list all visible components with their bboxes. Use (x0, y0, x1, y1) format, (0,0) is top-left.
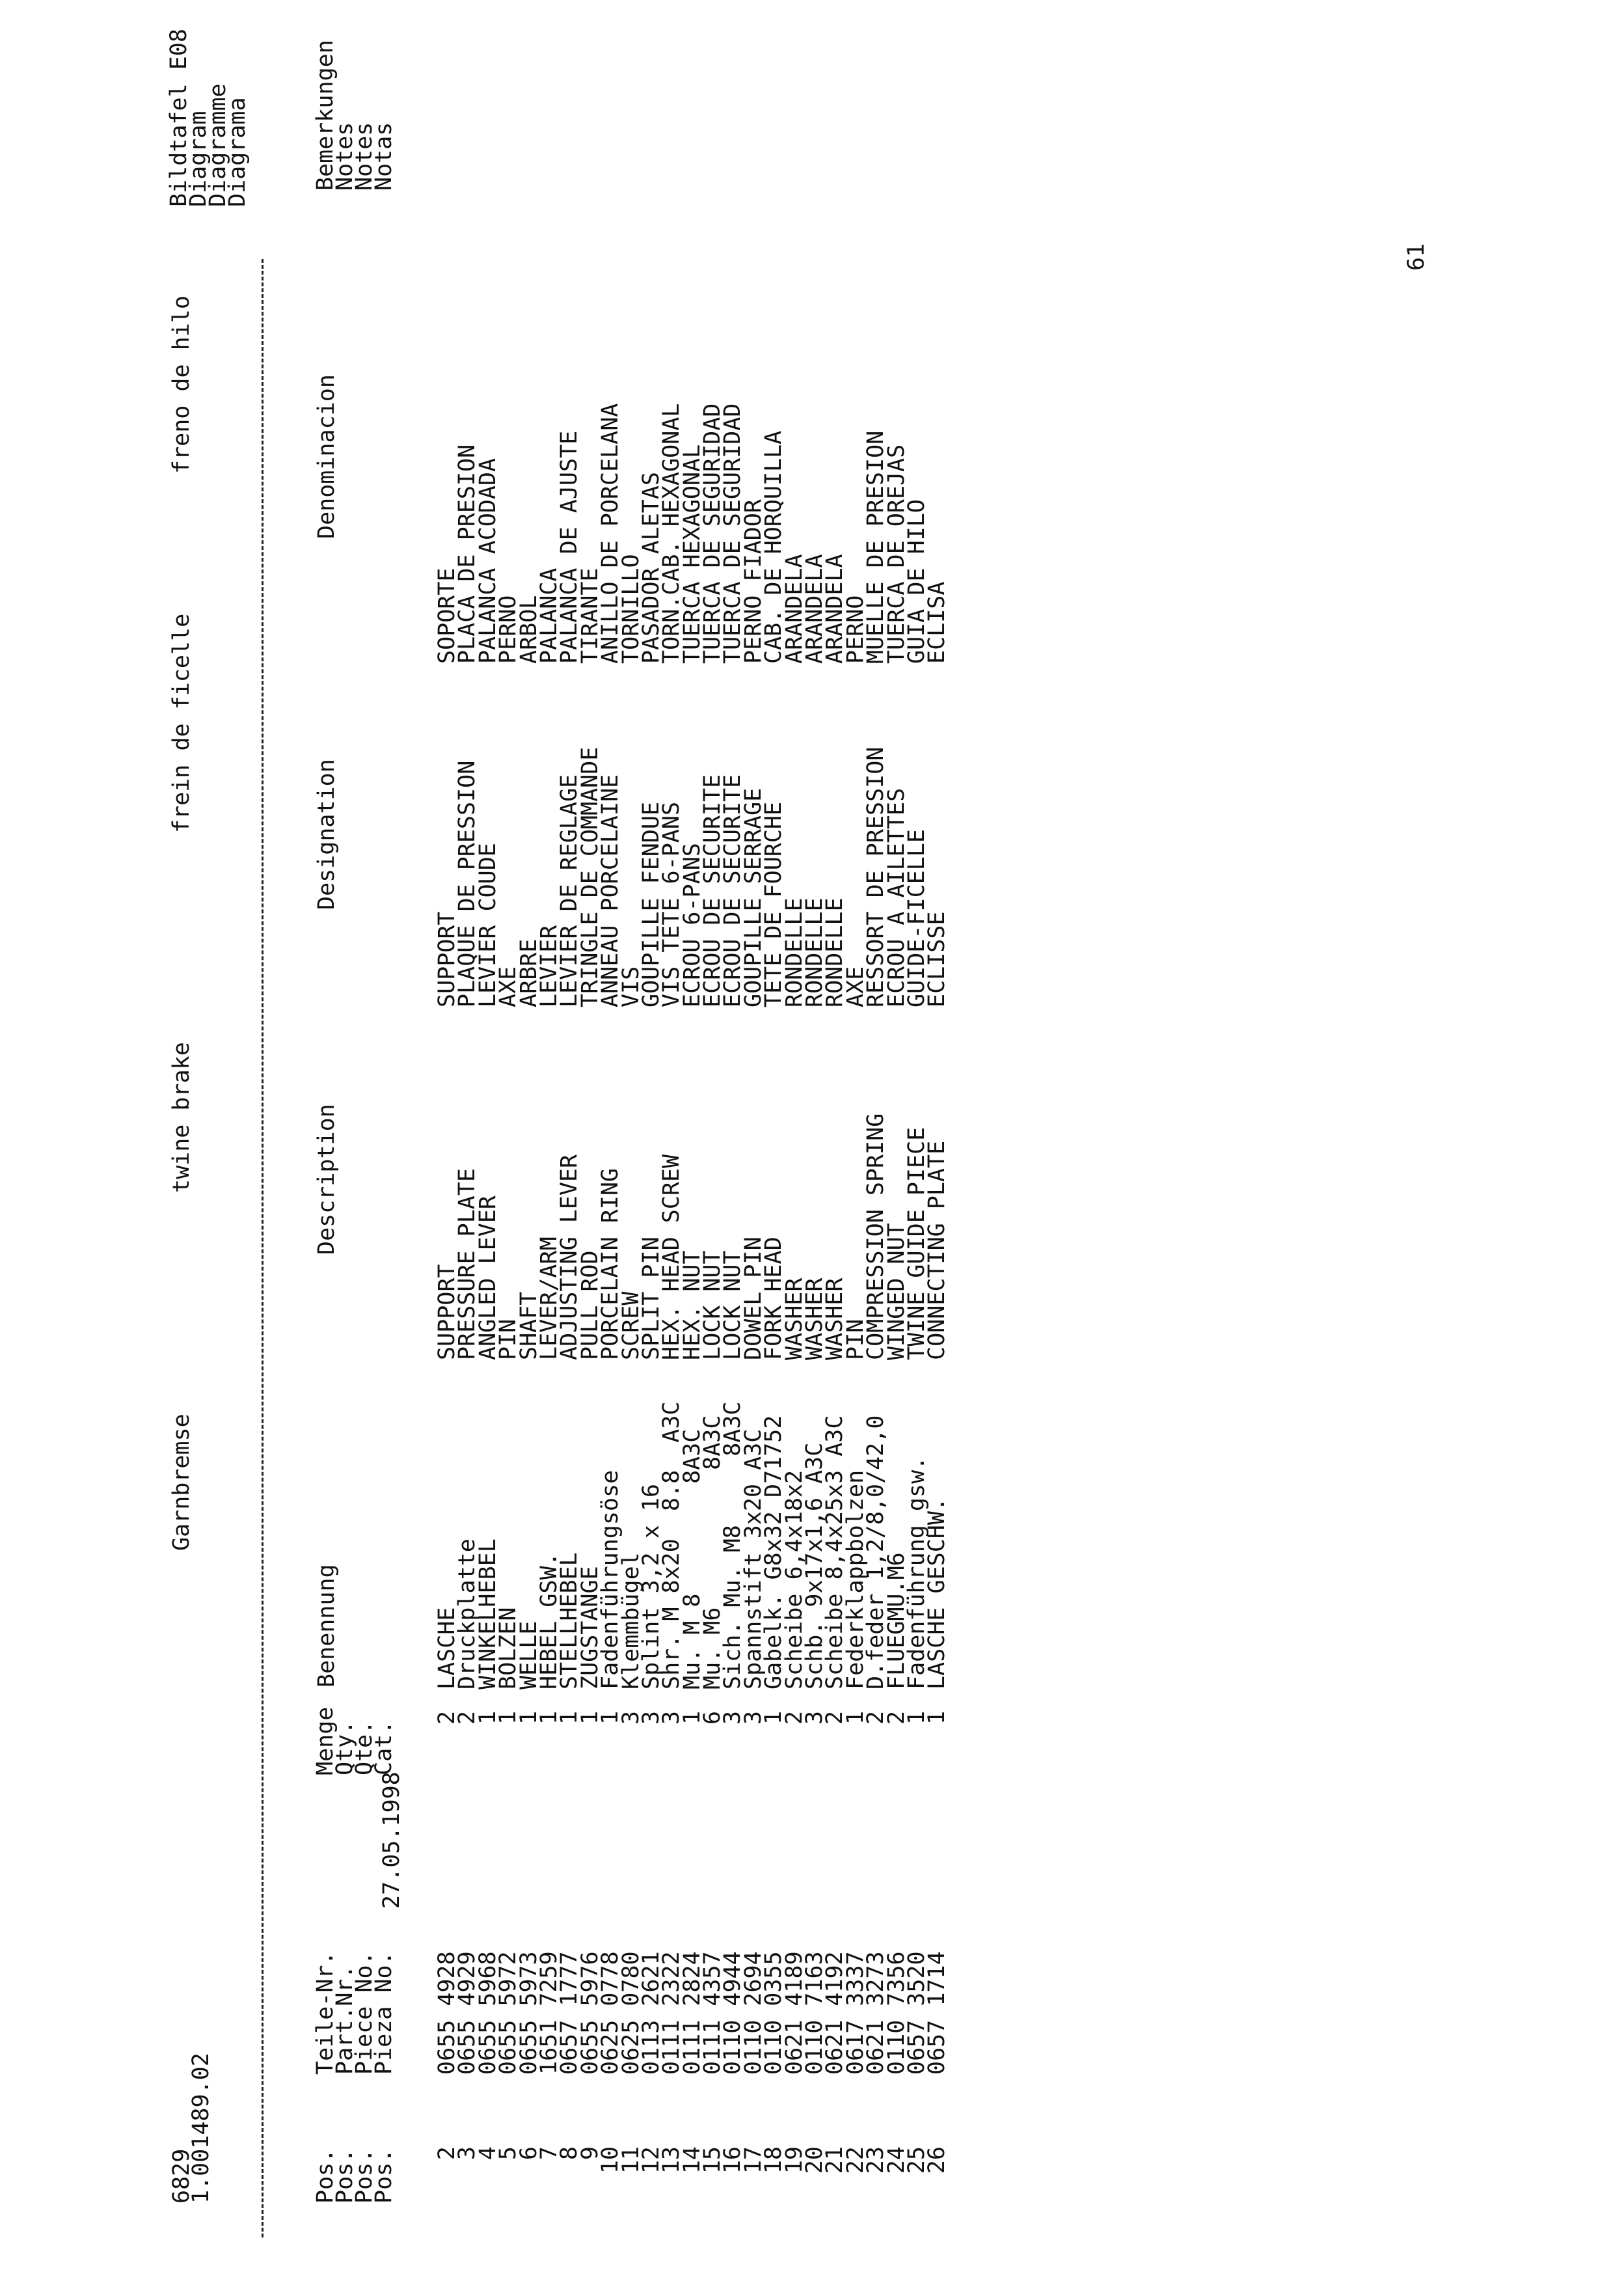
row-designation: ECROU DE SECURITE (699, 774, 726, 1007)
row-designation: VIS TETE 6-PANS (658, 801, 685, 1007)
row-quantity: 1 (495, 1710, 522, 1725)
diagram-label: Diagram (185, 111, 211, 207)
row-part-number: 0110 0355 (761, 1951, 787, 2075)
row-benennung: HEBEL GSW. (535, 1552, 562, 1689)
row-designation: RONDELLE (822, 897, 848, 1007)
header-part-line: Piece No. (351, 1951, 377, 2075)
row-denominacion: PERNO FIADOR (740, 499, 766, 664)
row-quantity: 1 (761, 1710, 787, 1725)
row-part-number: 0621 4192 (822, 1951, 848, 2075)
row-benennung: FLUEGMU.M6 (883, 1552, 910, 1689)
diagram-label: Bildtafel E08 (166, 29, 192, 207)
row-part-number: 0110 2694 (740, 1951, 766, 2075)
row-part-number: 0113 2621 (638, 1951, 664, 2075)
row-pos: 8 (556, 2146, 583, 2161)
row-pos: 7 (535, 2146, 562, 2161)
row-denominacion: TIRANTE (576, 567, 603, 664)
row-description: LOCK NUT (699, 1250, 726, 1360)
row-denominacion: TUERCA DE OREJAS (883, 444, 910, 664)
header-part-line: Teile-Nr. (312, 1951, 338, 2075)
row-benennung: Scheibe 8,4x25x3 A3C (822, 1415, 848, 1689)
row-description: PIN (842, 1319, 869, 1360)
row-designation: RONDELLE (802, 897, 828, 1007)
row-designation: PLAQUE DE PRESSION (454, 760, 481, 1007)
header-pos-line: Pos. (371, 2148, 397, 2204)
row-benennung: ZUGSTANGE (576, 1566, 603, 1689)
row-benennung: Fadenführungsöse (597, 1470, 624, 1689)
row-denominacion: TUERCA DE SEGURIDAD (699, 403, 726, 664)
row-quantity: 2 (883, 1710, 910, 1725)
header-qty-line: Qte. (351, 1720, 377, 1775)
row-denominacion: ARANDELA (802, 554, 828, 664)
row-description: LOCK NUT (720, 1250, 746, 1360)
row-description: DOWEL PIN (740, 1237, 766, 1360)
row-denominacion: TORN.CAB. HEXAGONAL (658, 403, 685, 664)
row-part-number: 0655 4929 (454, 1951, 481, 2075)
row-description: PRESSURE PLATE (454, 1168, 481, 1360)
row-designation: GUIDE-FICELLE (903, 829, 930, 1007)
header-part-line: Pieza No. (371, 1951, 397, 2075)
row-pos: 2 (434, 2146, 460, 2161)
row-benennung: Sich. Mu. M8 8A3C (720, 1401, 746, 1689)
row-part-number: 0657 1714 (924, 1951, 951, 2075)
row-quantity: 2 (454, 1710, 481, 1725)
row-designation: TRINGLE DE COMMANDE (576, 746, 603, 1007)
row-part-number: 0655 5976 (576, 1951, 603, 2075)
row-designation: AXE (842, 966, 869, 1007)
header-quantity (312, 1706, 397, 1775)
header-denominacion: Denominacion (314, 374, 340, 539)
header-designation: Designation (314, 759, 340, 910)
row-denominacion: PERNO (842, 595, 869, 664)
row-benennung: D.feder 1,2/8,0/42,0 (863, 1415, 889, 1689)
row-description: HEX. NUT (679, 1250, 705, 1360)
row-benennung: Mu. M6 8A3C (699, 1415, 726, 1689)
row-quantity: 1 (842, 1710, 869, 1725)
row-quantity: 2 (781, 1710, 807, 1725)
row-pos: 10 (597, 2146, 624, 2174)
row-denominacion: PERNO (495, 595, 522, 664)
row-denominacion: TORNILLO (617, 554, 644, 664)
row-part-number: 0621 3273 (863, 1951, 889, 2075)
header-pos-line: Pos. (332, 2148, 358, 2204)
header-pos (312, 2148, 397, 2204)
row-benennung: STELLHEBEL (556, 1552, 583, 1689)
column-designation (434, 746, 951, 1007)
row-quantity: 1 (679, 1710, 705, 1725)
row-part-number: 0625 0778 (597, 1951, 624, 2075)
column-benennung (434, 1401, 951, 1689)
row-pos: 20 (802, 2146, 828, 2174)
row-quantity: 3 (740, 1710, 766, 1725)
row-benennung: Federklappbolzen (842, 1470, 869, 1689)
row-quantity: 1 (535, 1710, 562, 1725)
row-part-number: 0657 3520 (903, 1951, 930, 2075)
doc-number: 6829 (169, 2148, 195, 2204)
row-denominacion: MUELLE DE PRESION (863, 430, 889, 664)
header-notes-line: Notes (351, 122, 377, 191)
row-pos: 24 (883, 2146, 910, 2174)
row-quantity: 3 (638, 1710, 664, 1725)
row-part-number: 0111 4357 (699, 1951, 726, 2075)
row-pos: 5 (495, 2146, 522, 2161)
row-denominacion: ARANDELA (781, 554, 807, 664)
row-part-number: 0110 7163 (802, 1951, 828, 2075)
row-benennung: Druckplatte (454, 1538, 481, 1689)
row-description: CONNECTING PLATE (924, 1140, 951, 1360)
row-designation: LEVIER DE REGLAGE (556, 774, 583, 1007)
row-description: FORK HEAD (761, 1237, 787, 1360)
header-pos-line: Pos. (312, 2148, 338, 2204)
header-notes-line: Notes (332, 122, 358, 191)
row-denominacion: ARBOL (515, 595, 542, 664)
row-description: SUPPORT (434, 1264, 460, 1360)
row-part-number: 0111 2322 (658, 1951, 685, 2075)
column-denominacion (434, 403, 951, 664)
row-denominacion: PLACA DE PRESION (454, 444, 481, 664)
row-part-number: 0621 4189 (781, 1951, 807, 2075)
row-description: SCREW (617, 1291, 644, 1360)
row-denominacion: ARANDELA (822, 554, 848, 664)
row-description: PIN (495, 1319, 522, 1360)
row-benennung: WELLE (515, 1620, 542, 1689)
header-qty-line: Cat. (371, 1720, 397, 1775)
header-notes (312, 40, 397, 191)
row-part-number: 0617 3337 (842, 1951, 869, 2075)
row-quantity: 6 (699, 1710, 726, 1725)
row-pos: 19 (781, 2146, 807, 2174)
row-part-number: 0655 4928 (434, 1951, 460, 2075)
row-denominacion: TUERCA HEXAGONAL (679, 444, 705, 664)
header-description: Description (314, 1104, 340, 1255)
row-benennung: WINKELHEBEL (474, 1538, 501, 1689)
row-benennung: LASCHE GESCHW. (924, 1497, 951, 1689)
row-pos: 22 (842, 2146, 869, 2174)
row-designation: LEVIER (535, 925, 562, 1007)
row-description: WINGED NUT (883, 1223, 910, 1360)
row-pos: 9 (576, 2146, 603, 2161)
row-benennung: Schb. 9x17x1,6 A3C (802, 1442, 828, 1689)
row-description: COMPRESSION SPRING (863, 1113, 889, 1360)
row-pos: 23 (863, 2146, 889, 2174)
row-quantity: 2 (434, 1710, 460, 1725)
row-denominacion: SOPORTE (434, 567, 460, 664)
row-pos: 26 (924, 2146, 951, 2174)
row-denominacion: CAB. DE HORQUILLA (761, 430, 787, 664)
row-denominacion: GUIA DE HILO (903, 499, 930, 664)
title-french: frein de ficelle (169, 613, 195, 833)
row-designation: GOUPILLE SERRAGE (740, 787, 766, 1007)
row-part-number: 0625 0780 (617, 1951, 644, 2075)
row-part-number: 0110 7356 (883, 1951, 910, 2075)
row-pos: 6 (515, 2146, 542, 2161)
row-designation: VIS (617, 966, 644, 1007)
row-designation: RONDELLE (781, 897, 807, 1007)
row-description: TWINE GUIDE PIECE (903, 1127, 930, 1360)
row-quantity: 3 (802, 1710, 828, 1725)
row-benennung: Mu. M 8 8A3C (679, 1429, 705, 1689)
column-quantity (434, 1710, 951, 1725)
header-benennung: Benennung (314, 1564, 340, 1688)
header-part-number (312, 1951, 397, 2075)
row-pos: 11 (617, 2146, 644, 2174)
row-denominacion: PALANCA (535, 567, 562, 664)
row-designation: SUPPORT (434, 911, 460, 1007)
column-pos (434, 2146, 951, 2205)
row-description: ADJUSTING LEVER (556, 1154, 583, 1360)
row-pos: 12 (638, 2146, 664, 2174)
row-part-number: 0655 5972 (495, 1951, 522, 2075)
row-description: WASHER (802, 1278, 828, 1360)
row-designation: GOUPILLE FENDUE (638, 801, 664, 1007)
row-part-number: 0655 5973 (515, 1951, 542, 2075)
row-benennung: Gabelk. G8x32 D71752 (761, 1415, 787, 1689)
row-denominacion: ANILLO DE PORCELANA (597, 403, 624, 664)
row-designation: AXE (495, 966, 522, 1007)
row-quantity: 3 (617, 1710, 644, 1725)
row-benennung: Scheibe 6,4x18x2 (781, 1470, 807, 1689)
header-notes-line: Bemerkungen (312, 40, 338, 191)
row-benennung: Splint 3,2 x 16 (638, 1483, 664, 1689)
row-pos: 14 (679, 2146, 705, 2174)
row-description: WASHER (822, 1278, 848, 1360)
row-quantity: 2 (863, 1710, 889, 1725)
row-designation: ECROU 6-PANS (679, 843, 705, 1007)
row-pos: 21 (822, 2146, 848, 2174)
row-quantity: 3 (720, 1710, 746, 1725)
row-quantity: 1 (474, 1710, 501, 1725)
header-qty-line: Menge (312, 1706, 338, 1775)
row-quantity: 1 (903, 1710, 930, 1725)
row-quantity: 1 (515, 1710, 542, 1725)
row-pos: 16 (720, 2146, 746, 2174)
row-pos: 13 (658, 2146, 685, 2174)
row-benennung: LASCHE (434, 1607, 460, 1689)
row-quantity: 1 (556, 1710, 583, 1725)
row-designation: ECROU A AILETTES (883, 787, 910, 1007)
title-spanish: freno de hilo (169, 295, 195, 474)
row-designation: ANNEAU PORCELAINE (597, 774, 624, 1007)
row-pos: 18 (761, 2146, 787, 2174)
header-notes-line: Notas (371, 122, 397, 191)
row-pos: 15 (699, 2146, 726, 2174)
row-denominacion: TUERCA DE SEGURIDAD (720, 403, 746, 664)
row-benennung: Spannstift 3x20 A3C (740, 1429, 766, 1689)
row-pos: 25 (903, 2146, 930, 2174)
row-part-number: 0655 5968 (474, 1951, 501, 2075)
row-denominacion: PASADOR ALETAS (638, 471, 664, 664)
row-benennung: Fadenführung gsw. (903, 1456, 930, 1689)
row-part-number: 0657 1777 (556, 1951, 583, 2075)
row-pos: 17 (740, 2146, 766, 2174)
row-description: PULL ROD (576, 1250, 603, 1360)
row-designation: TETE DE FOURCHE (761, 801, 787, 1007)
column-part-number (434, 1951, 951, 2075)
row-denominacion: PALANCA DE AJUSTE (556, 430, 583, 664)
row-description: SPLIT PIN (638, 1237, 664, 1360)
title-german: Garnbremse (169, 1414, 195, 1551)
row-quantity: 2 (822, 1710, 848, 1725)
dashed-rule-top (262, 259, 264, 2237)
row-description: ANGLED LEVER (474, 1196, 501, 1360)
diagram-label: Diagramme (205, 83, 231, 207)
row-denominacion: ECLISA (924, 581, 951, 664)
row-quantity: 1 (597, 1710, 624, 1725)
header-part-line: Part.Nr. (332, 1965, 358, 2075)
row-part-number: 0111 2824 (679, 1951, 705, 2075)
row-pos: 3 (454, 2146, 481, 2161)
row-part-number: 0110 4944 (720, 1951, 746, 2075)
diagram-labels (166, 29, 250, 207)
row-designation: RESSORT DE PRESSION (863, 746, 889, 1007)
page-number: 61 (1403, 243, 1429, 271)
header-pos-line: Pos. (351, 2148, 377, 2204)
row-benennung: BOLZEN (495, 1607, 522, 1689)
row-description: HEX. HEAD SCREW (658, 1154, 685, 1360)
row-designation: LEVIER COUDE (474, 843, 501, 1007)
title-english: twine brake (169, 1042, 195, 1193)
row-pos: 4 (474, 2146, 501, 2161)
row-description: LEVER/ARM (535, 1237, 562, 1360)
column-description (434, 1113, 951, 1360)
row-designation: ECLISSE (924, 911, 951, 1007)
row-part-number: 1651 7259 (535, 1951, 562, 2075)
row-benennung: Shr. M 8x20 8.8 A3C (658, 1401, 685, 1689)
row-quantity: 3 (658, 1710, 685, 1725)
row-quantity: 1 (924, 1710, 951, 1725)
doc-number-2: 1.001489.02 (188, 2053, 214, 2204)
row-designation: ARBRE (515, 938, 542, 1007)
row-description: WASHER (781, 1278, 807, 1360)
row-benennung: Klemmbügel (617, 1552, 644, 1689)
row-designation: ECROU DE SECURITE (720, 774, 746, 1007)
footer-date: 27.05.1998 (379, 1771, 405, 1909)
header-qty-line: Qty. (332, 1720, 358, 1775)
diagram-label: Diagrama (224, 97, 250, 207)
row-quantity: 1 (576, 1710, 603, 1725)
row-description: SHAFT (515, 1291, 542, 1360)
row-description: PORCELAIN RING (597, 1168, 624, 1360)
row-denominacion: PALANCA ACODADA (474, 458, 501, 664)
